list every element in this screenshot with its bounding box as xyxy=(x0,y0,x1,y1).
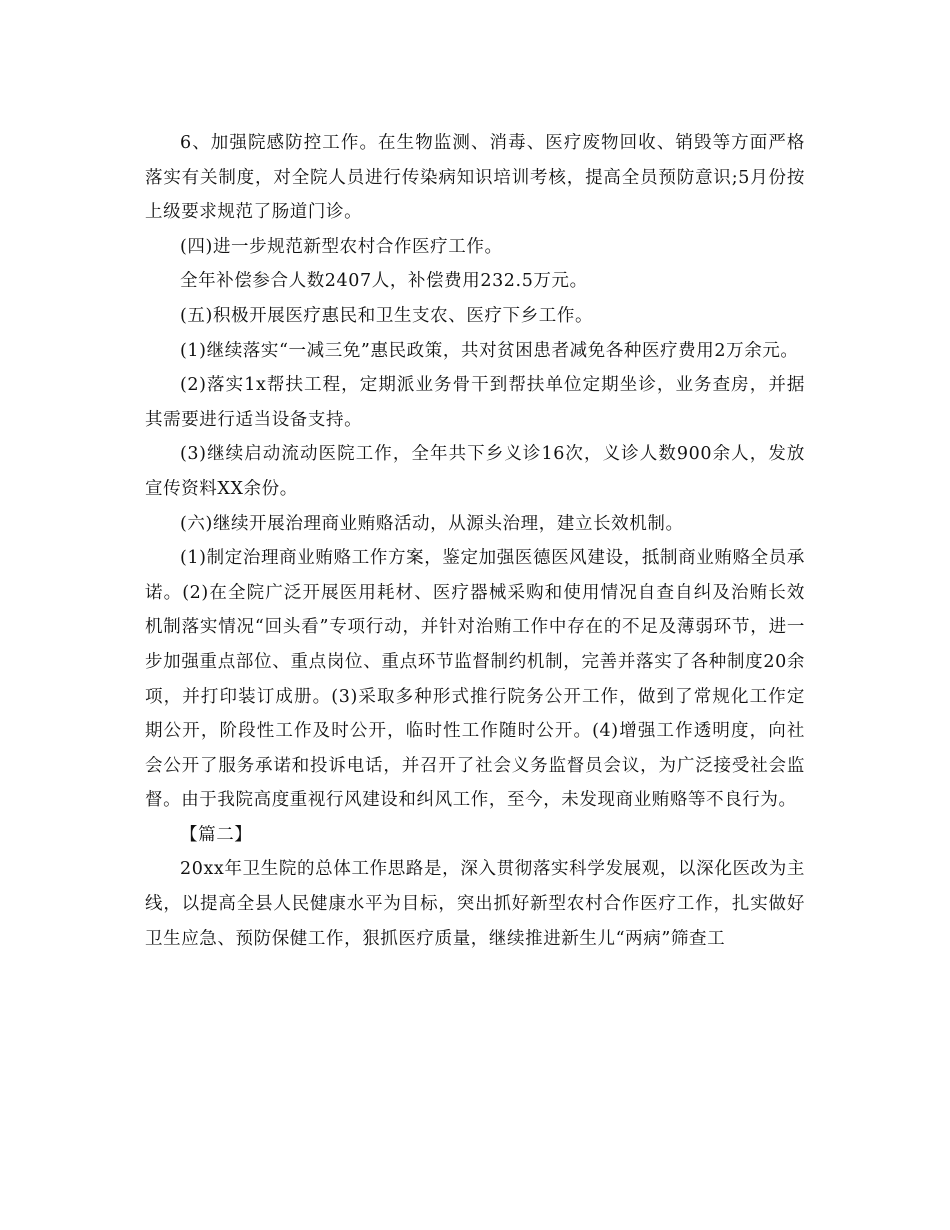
paragraph-general-approach: 20xx年卫生院的总体工作思路是，深入贯彻落实科学发展观，以深化医改为主线，以提高全县人民健康水平为目标，突出抓好新型农村合作医疗工作，扎实做好卫生应急、预防保健工作，狠抓医疗质量，继续推进新生儿“两病”筛查工 xyxy=(145,859,805,949)
heading-section-5: (五)积极开展医疗惠民和卫生支农、医疗下乡工作。 xyxy=(180,305,594,326)
heading-part-two: 【篇二】 xyxy=(180,824,253,845)
paragraph-item-2-assistance: (2)落实1x帮扶工程，定期派业务骨干到帮扶单位定期坐诊，业务查房，并据其需要进行适当设备支持。 xyxy=(145,375,805,430)
paragraph-item-3-mobile-hospital: (3)继续启动流动医院工作，全年共下乡义诊16次，义诊人数900余人，发放宣传资料XX余份。 xyxy=(145,444,805,499)
heading-section-4: (四)进一步规范新型农村合作医疗工作。 xyxy=(180,236,503,257)
paragraph-item-1-fee-reduction: (1)继续落实“一减三免”惠民政策，共对贫困患者减免各种医疗费用2万余元。 xyxy=(180,340,799,361)
paragraph-compensation: 全年补偿参合人数2407人，补偿费用232.5万元。 xyxy=(180,271,588,292)
paragraph-anti-bribery: (1)制定治理商业贿赂工作方案，鉴定加强医德医风建设，抵制商业贿赂全员承诺。(2)在全院广泛开展医用耗材、医疗器械采购和使用情况自查自纠及治贿长效机制落实情况“回头看”专项行动，并针对治贿工作中存在的不足及薄弱环节，进一步加强重点部位、重点岗位、重点环节监督制约机制，完善并落实了各种制度20余项，并打印装订成册。(3)采取多种形式推行院务公开工作，做到了常规化工作定期公开，阶段性工作及时公开，临时性工作随时公开。(4)增强工作透明度，向社会公开了服务承诺和投诉电话，并召开了社会义务监督员会议，为广泛接受社会监督。由于我院高度重视行风建设和纠风工作，至今，未发现商业贿赂等不良行为。 xyxy=(145,548,805,811)
heading-section-6: (六)继续开展治理商业贿赂活动，从源头治理，建立长效机制。 xyxy=(180,513,684,534)
paragraph-infection-control: 6、加强院感防控工作。在生物监测、消毒、医疗废物回收、销毁等方面严格落实有关制度，对全院人员进行传染病知识培训考核，提高全员预防意识;5月份按上级要求规范了肠道门诊。 xyxy=(145,133,805,223)
document-body xyxy=(145,126,805,956)
